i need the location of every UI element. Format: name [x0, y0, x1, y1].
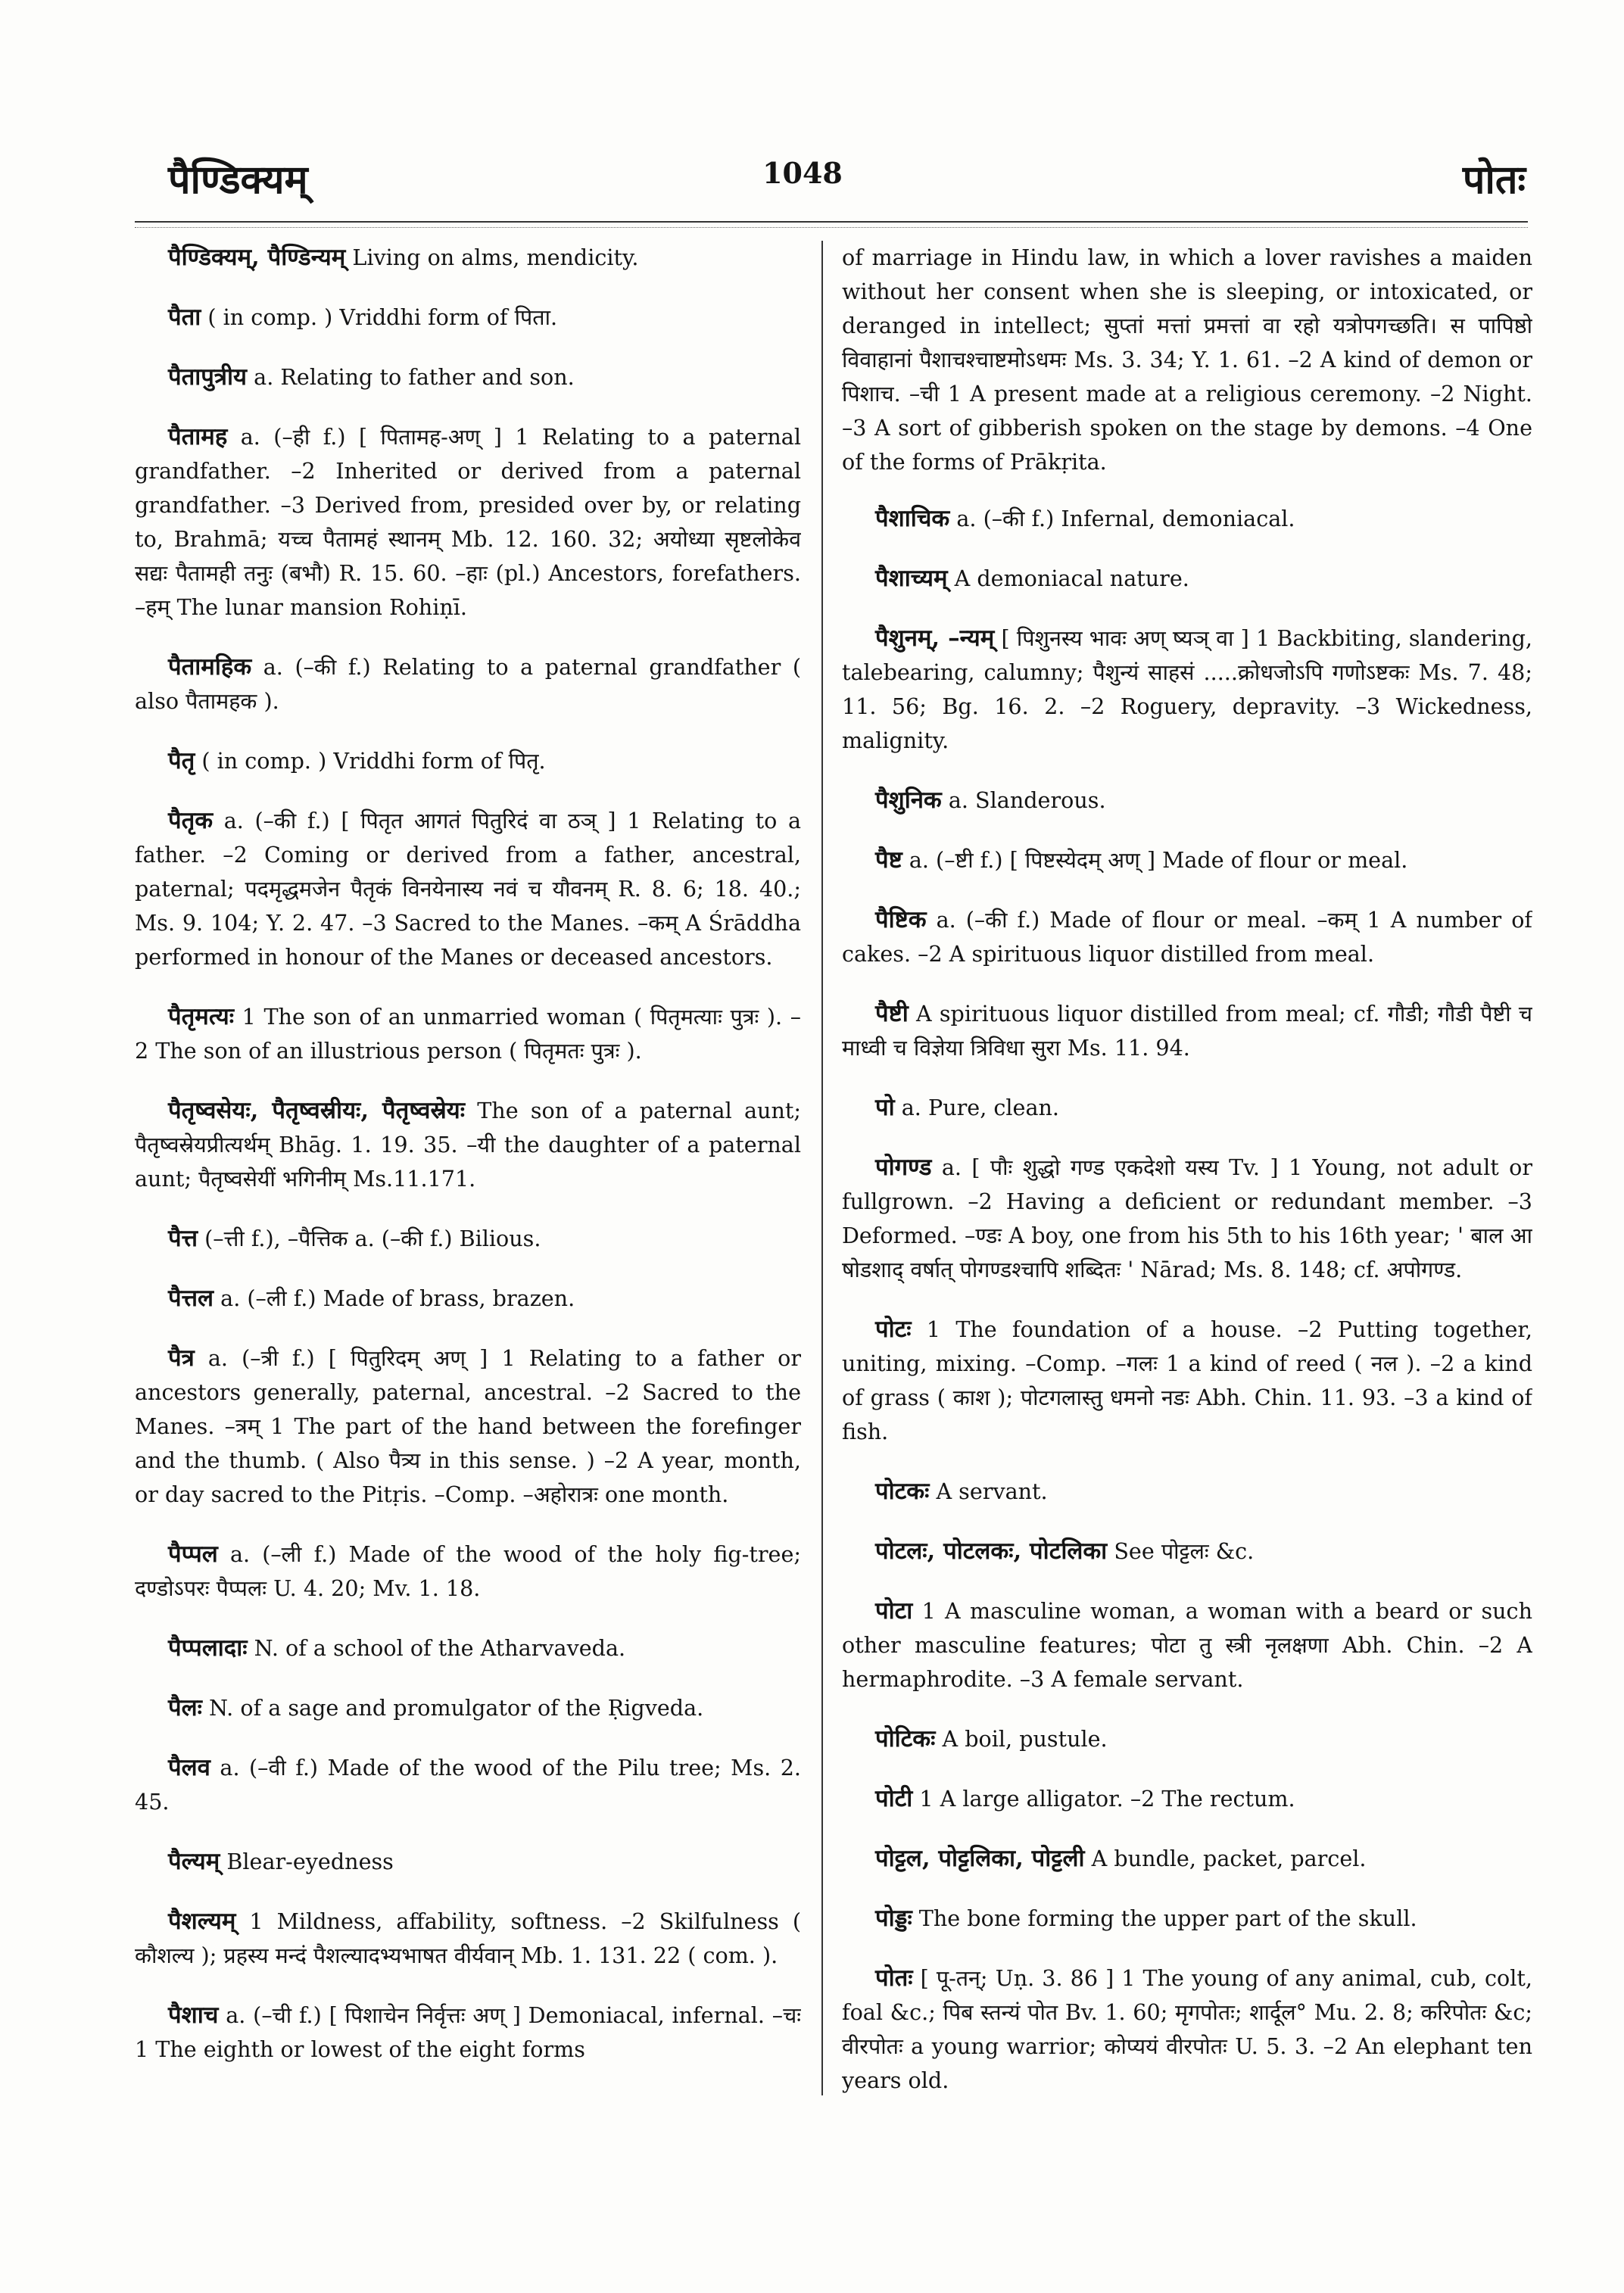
header-rule-dotted — [135, 227, 1528, 228]
entry-headword: पैतृक — [168, 807, 214, 834]
entry-definition: N. of a sage and promulgator of the Ṛigveda. — [208, 1695, 704, 1721]
dictionary-entry — [842, 997, 1532, 1065]
entry-definition: a. (–ही f.) [ पितामह-अण् ] 1 Relating to a paternal grandfather. –2 Inherited or derived from a paternal grandfather. –3 Derived from, presided over by, or relating to, Brahmā; यच्च पैतामहं स्थानम् Mb. 12. 160. 32; अयोध्या सृष्टलोकेव सद्यः पैतामही तनुः (बभौ) R. 15. 60. –हाः (pl.) Ancestors, forefathers. –हम् The lunar mansion Rohiṇī. — [135, 424, 801, 620]
entry-headword: पोटकः — [875, 1478, 930, 1505]
entry-definition: A bundle, packet, parcel. — [1091, 1846, 1367, 1871]
right-column — [842, 241, 1532, 2111]
entry-definition: a. (–त्री f.) [ पितुरिदम् अण् ] 1 Relating to a father or ancestors generally, paternal, ancestral. –2 Sacred to the Manes. –त्रम् 1 The part of the hand between the forefinger and the thumb. ( Also पैत्र्य in this sense. ) –2 A year, month, or day sacred to the Pitṛis. –Comp. –अहोरात्रः one month. — [135, 1345, 801, 1507]
dictionary-entry — [842, 1534, 1532, 1569]
entry-headword: पैष्टी — [875, 1000, 909, 1027]
entry-headword: पैशुनिक — [875, 787, 942, 814]
entry-headword: पैप्पलादाः — [168, 1634, 248, 1662]
dictionary-entry — [135, 1094, 801, 1196]
dictionary-entry — [135, 804, 801, 974]
entry-headword: पैष्टिक — [875, 906, 927, 933]
entry-definition: a. (–ष्टी f.) [ पिष्टस्येदम् अण् ] Made of flour or meal. — [909, 847, 1408, 873]
dictionary-entry — [135, 301, 801, 335]
dictionary-entry — [842, 784, 1532, 818]
entry-definition: a. (–की f.) Infernal, demoniacal. — [956, 506, 1295, 531]
dictionary-entry — [842, 502, 1532, 536]
entry-definition: [ पिशुनस्य भावः अण् ष्यञ् वा ] 1 Backbiting, slandering, talebearing, calumny; पैशुन्यं साहसं .....क्रोधजोऽपि गणोऽष्टकः Ms. 7. 48; 11. 56; Bg. 16. 2. –2 Roguery, depravity. –3 Wickedness, malignity. — [842, 625, 1532, 753]
dictionary-entry — [842, 903, 1532, 971]
entry-headword: पोटी — [875, 1785, 913, 1812]
entry-definition: a. (–ली f.) Made of the wood of the holy fig-tree; दण्डोऽपरः पैप्पलः U. 4. 20; Mv. 1. 18. — [135, 1541, 801, 1601]
dictionary-entry — [135, 241, 801, 275]
entry-definition: See पोट्टलः &c. — [1114, 1538, 1255, 1564]
dictionary-entry — [135, 1999, 801, 2067]
entry-headword: पैशुनम्, –न्यम् — [875, 625, 995, 652]
dictionary-entry — [135, 1905, 801, 1973]
entry-headword: पैण्डिक्यम्, पैण्डिन्यम् — [168, 244, 346, 271]
entry-definition: a. (–वी f.) Made of the wood of the Pilu tree; Ms. 2. 45. — [135, 1755, 801, 1815]
dictionary-entry — [135, 420, 801, 625]
entry-headword: पैता — [168, 304, 201, 331]
left-column — [135, 241, 801, 2111]
entry-definition: a. (–की f.) Relating to a paternal grandfather ( also पैतामहक ). — [135, 654, 801, 714]
entry-definition: 1 Mildness, affability, softness. –2 Skilfulness ( कौशल्य ); प्रहस्य मन्दं पैशल्यादभ्यभाषत वीर्यवान् Mb. 1. 131. 22 ( com. ). — [135, 1908, 801, 1968]
dictionary-entry — [842, 1722, 1532, 1756]
dictionary-entry — [135, 1691, 801, 1725]
dictionary-entry — [842, 843, 1532, 877]
continued-entry-text: of marriage in Hindu law, in which a lover ravishes a maiden without her consent when she is sleeping, or intoxicated, or deranged in intellect; सुप्तां मत्तां प्रमत्तां वा रहो यत्रोपगच्छति। स पापिष्ठो विवाहानां पैशाचश्चाष्टमोऽधमः Ms. 3. 34; Y. 1. 61. –2 A kind of demon or पिशाच. –ची 1 A present made at a religious ceremony. –2 Night. –3 A sort of gibberish spoken on the stage by demons. –4 One of the forms of Prākṛita. — [842, 245, 1532, 475]
entry-headword: पैलः — [168, 1694, 202, 1721]
dictionary-entry — [135, 1282, 801, 1316]
dictionary-entry — [135, 1000, 801, 1068]
entry-definition: Living on alms, mendicity. — [352, 245, 639, 270]
entry-headword: पैत्त — [168, 1225, 198, 1252]
entry-definition: a. Relating to father and son. — [254, 364, 575, 390]
entry-headword: पैतृ — [168, 747, 195, 774]
dictionary-entry — [135, 360, 801, 394]
entry-headword: पोगण्ड — [875, 1154, 932, 1181]
right-column-entries — [842, 502, 1532, 2098]
entry-definition: A servant. — [936, 1478, 1048, 1504]
entry-headword: पोटा — [875, 1597, 913, 1625]
entry-headword: पैशल्यम् — [168, 1908, 236, 1935]
page-header — [0, 0, 1624, 227]
entry-headword: पैशाच्यम् — [875, 565, 948, 592]
header-rule — [135, 221, 1528, 223]
entry-definition: The bone forming the upper part of the skull. — [918, 1905, 1417, 1931]
entry-headword: पोतः — [875, 1964, 913, 1992]
dictionary-entry — [842, 1475, 1532, 1509]
entry-headword: पैतामहिक — [168, 653, 252, 681]
entry-headword: पोटः — [875, 1316, 912, 1343]
entry-headword: पैत्र — [168, 1344, 195, 1372]
entry-definition: a. [ पौः शुद्धो गण्ड एकदेशो यस्य Tv. ] 1 Young, not adult or fullgrown. –2 Having a deficient or redundant member. –3 Deformed. –ण्डः A boy, one from his 5th to his 16th year; ' बाल आ षोडशाद् वर्षात् पोगण्डश्चापि शब्दितः ' Nārad; Ms. 8. 148; cf. अपोगण्ड. — [842, 1154, 1532, 1282]
entry-headword: पैतापुत्रीय — [168, 363, 248, 391]
entry-headword: पोड्डः — [875, 1905, 912, 1932]
entry-headword: पैलव — [168, 1754, 210, 1781]
dictionary-entry — [842, 1782, 1532, 1816]
entry-definition: 1 A masculine woman, a woman with a beard or such other masculine features; पोटा तु स्त्री नृलक्षणा Abh. Chin. –2 A hermaphrodite. –3 A female servant. — [842, 1598, 1532, 1692]
dictionary-entry — [135, 1537, 801, 1606]
entry-definition: (–त्ती f.), –पैत्तिक a. (–की f.) Bilious. — [204, 1226, 541, 1251]
dictionary-entry — [135, 650, 801, 718]
entry-definition: a. (–की f.) Made of flour or meal. –कम् 1 A number of cakes. –2 A spirituous liquor distilled from meal. — [842, 907, 1532, 967]
dictionary-entry — [842, 622, 1532, 758]
entry-definition: A spirituous liquor distilled from meal; cf. गौडी; गौडी पैष्टी च माध्वी च विज्ञेया त्रिविधा सुरा Ms. 11. 94. — [842, 1001, 1532, 1061]
running-head-left: पैण्डिक्यम् — [168, 157, 308, 203]
entry-definition: Blear-eyedness — [226, 1849, 394, 1874]
entry-headword: पोटलः, पोटलकः, पोटलिका — [875, 1537, 1108, 1565]
entry-definition: [ पू-तन्; Uṇ. 3. 86 ] 1 The young of any animal, cub, colt, foal &c.; पिब स्तन्यं पोत Bv. 1. 60; मृगपोतः; शार्दूल° Mu. 2. 8; करिपोतः &c; वीरपोतः a young warrior; कोप्ययं वीरपोतः U. 5. 3. –2 An elephant ten years old. — [842, 1965, 1532, 2093]
entry-definition: N. of a school of the Atharvaveda. — [254, 1635, 626, 1661]
entry-definition: A demoniacal nature. — [954, 565, 1189, 591]
column-divider — [821, 241, 823, 2095]
entry-definition: ( in comp. ) Vriddhi form of पिता. — [207, 304, 558, 330]
entry-headword: पैल्यम् — [168, 1848, 220, 1875]
dictionary-entry — [135, 1631, 801, 1665]
running-head-right: पोतः — [1462, 157, 1526, 203]
dictionary-entry — [842, 1594, 1532, 1696]
entry-definition: A boil, pustule. — [942, 1726, 1108, 1752]
dictionary-entry — [135, 744, 801, 778]
entry-headword: पोट्टल, पोट्टलिका, पोट्टली — [875, 1845, 1085, 1872]
dictionary-entry — [135, 1341, 801, 1512]
dictionary-entry — [842, 562, 1532, 596]
entry-definition: The son of a paternal aunt; पैतृष्वस्रेयप्रीत्यर्थम् Bhāg. 1. 19. 35. –यी the daughter of a paternal aunt; पैतृष्वसेयीं भगिनीम् Ms.11.171. — [135, 1098, 801, 1192]
dictionary-entry — [135, 1222, 801, 1256]
entry-definition: ( in comp. ) Vriddhi form of पितृ. — [201, 748, 546, 774]
entry-definition: a. Pure, clean. — [901, 1095, 1060, 1120]
entry-headword: पैशाच — [168, 2002, 219, 2029]
entry-definition: a. (–ची f.) [ पिशाचेन निर्वृत्तः अण् ] Demoniacal, infernal. –चः 1 The eighth or lowest of the eight forms — [135, 2002, 801, 2062]
entry-headword: पैतामह — [168, 423, 228, 450]
entry-headword: पो — [875, 1094, 895, 1121]
entry-definition: 1 The foundation of a house. –2 Putting together, uniting, mixing. –Comp. –गलः 1 a kind of reed ( नल ). –2 a kind of grass ( काश ); पोटगलास्तु धमनो नडः Abh. Chin. 11. 93. –3 a kind of fish. — [842, 1316, 1532, 1444]
entry-headword: पैत्तल — [168, 1285, 214, 1312]
entry-definition: 1 A large alligator. –2 The rectum. — [919, 1786, 1295, 1812]
entry-headword: पैतृष्वसेयः, पैतृष्वस्रीयः, पैतृष्वस्रेयः — [168, 1097, 465, 1124]
dictionary-entry — [842, 1842, 1532, 1876]
entry-headword: पैष्ट — [875, 846, 902, 874]
entry-headword: पैशाचिक — [875, 505, 950, 532]
dictionary-entry — [842, 1313, 1532, 1449]
entry-headword: पैतृमत्यः — [168, 1003, 235, 1030]
dictionary-entry — [842, 1091, 1532, 1125]
entry-definition: 1 The son of an unmarried woman ( पितृमत्याः पुत्रः ). –2 The son of an illustrious person ( पितृमतः पुत्रः ). — [135, 1004, 801, 1064]
dictionary-entry — [135, 1751, 801, 1819]
dictionary-entry — [842, 1961, 1532, 2098]
page-number: 1048 — [762, 156, 843, 190]
entry-definition: a. (–ली f.) Made of brass, brazen. — [220, 1285, 575, 1311]
entry-headword: पोटिकः — [875, 1725, 936, 1752]
dictionary-entry — [842, 1151, 1532, 1287]
entry-headword: पैप्पल — [168, 1541, 218, 1568]
entry-definition: a. (–की f.) [ पितृत आगतं पितुरिदं वा ठञ् ] 1 Relating to a father. –2 Coming or derived from a father, ancestral, paternal; पदमृद्धमजेन पैतृकं विनयेनास्य नवं च यौवनम् R. 8. 6; 18. 40.; Ms. 9. 104; Y. 2. 47. –3 Sacred to the Manes. –कम् A Śrāddha performed in honour of the Manes or deceased ancestors. — [135, 808, 801, 970]
dictionary-entry — [135, 1845, 801, 1879]
dictionary-entry — [842, 1902, 1532, 1936]
entry-definition: a. Slanderous. — [948, 787, 1106, 813]
